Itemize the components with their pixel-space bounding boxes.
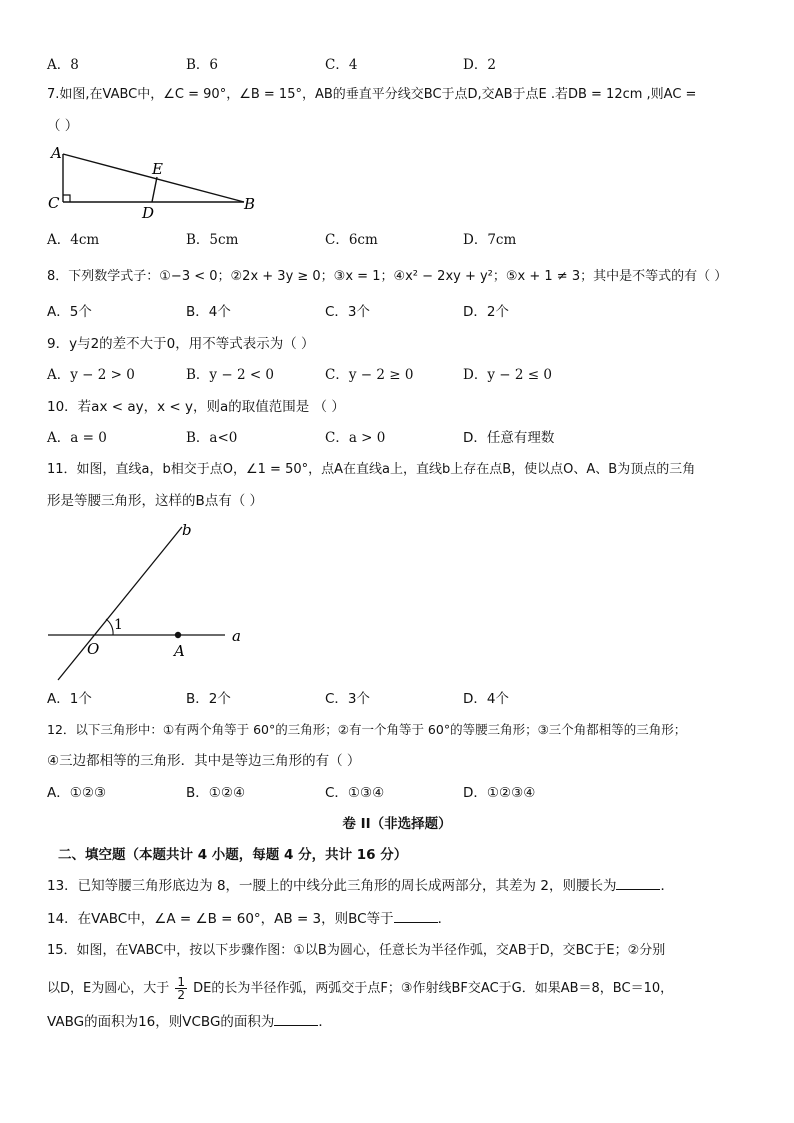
- q15-line2-pre: 以D，E为圆心，大于: [47, 981, 170, 996]
- q11-option-b[interactable]: B．2个: [186, 691, 231, 707]
- q15-question-line2: [47, 976, 673, 1001]
- q10-option-a[interactable]: A．a = 0: [47, 430, 107, 446]
- q13-period: ．: [660, 878, 674, 894]
- q6-option-c[interactable]: C．4: [325, 57, 358, 73]
- q7-label-a: A: [51, 144, 62, 162]
- q11-question-line2: 形是等腰三角形，这样的B点有（ ）: [47, 493, 264, 509]
- q11-option-d[interactable]: D．4个: [463, 691, 509, 707]
- q12-option-b[interactable]: B．①②④: [186, 785, 246, 801]
- q8-option-b[interactable]: B．4个: [186, 304, 231, 320]
- q9-option-d[interactable]: D．y − 2 ≤ 0: [463, 367, 552, 383]
- q12-question-line1: 12．以下三角形中：①有两个角等于 60°的三角形；②有一个角等于 60°的等腰三角形；③三个角都相等的三角形；: [47, 722, 687, 737]
- q15-line2-post: DE的长为半径作弧，两弧交于点F；③作射线BF交AC于G．如果AB＝8，BC＝10，: [193, 981, 674, 996]
- q8-option-d[interactable]: D．2个: [463, 304, 509, 320]
- q14-text: 14．在VABC中，∠A = ∠B = 60°，AB = 3，则BC等于: [47, 911, 394, 927]
- q11-lines-figure: [40, 515, 260, 685]
- q9-option-b[interactable]: B．y − 2 < 0: [186, 367, 275, 383]
- q11-question-line1: 11．如图，直线a，b相交于点O，∠1 = 50°，点A在直线a上，直线b上存在点B，使以点O、A、B为顶点的三角: [47, 462, 696, 477]
- q7-label-b: B: [244, 195, 256, 213]
- q11-option-a[interactable]: A．1个: [47, 691, 92, 707]
- q13-text: 13．已知等腰三角形底边为 8，一腰上的中线分此三角形的周长成两部分，其差为 2，则腰长为: [47, 878, 617, 894]
- q6-option-a[interactable]: A．8: [47, 57, 79, 73]
- q13-answer-blank[interactable]: [616, 877, 660, 890]
- q7-option-d[interactable]: D．7cm: [463, 232, 517, 248]
- q14-question: [47, 910, 451, 928]
- q12-option-d[interactable]: D．①②③④: [463, 785, 536, 801]
- q15-frac-num: 1: [177, 975, 186, 989]
- q15-period: ．: [318, 1014, 332, 1030]
- q7-triangle-figure: [40, 140, 270, 222]
- q15-question-line1: 15．如图，在VABC中，按以下步骤作图：①以B为圆心，任意长为半径作弧，交AB于D，交BC于E；②分别: [47, 943, 666, 958]
- q7-label-c: C: [48, 194, 60, 212]
- q11-label-b: b: [182, 521, 192, 539]
- q12-option-a[interactable]: A．①②③: [47, 785, 107, 801]
- q9-option-c[interactable]: C．y − 2 ≥ 0: [325, 367, 414, 383]
- q6-option-b[interactable]: B．6: [186, 57, 219, 73]
- q15-frac-den: 2: [177, 988, 186, 1002]
- q10-question: 10．若ax < ay，x < y，则a的取值范围是 （ ）: [47, 399, 345, 415]
- q14-period: ．: [437, 911, 452, 927]
- q11-option-c[interactable]: C．3个: [325, 691, 371, 707]
- q11-label-angle-1: 1: [114, 617, 123, 633]
- q8-question: 8．下列数学式子：①−3 < 0；②2x + 3y ≥ 0；③x = 1；④x² − 2xy + y²；⑤x + 1 ≠ 3；其中是不等式的有（ ）: [47, 269, 728, 284]
- q9-option-a[interactable]: A．y − 2 > 0: [47, 367, 135, 383]
- q7-label-e: E: [152, 160, 163, 178]
- q7-label-d: D: [142, 204, 155, 222]
- q7-option-b[interactable]: B．5cm: [186, 232, 239, 248]
- q10-option-d[interactable]: D．任意有理数: [463, 430, 555, 446]
- q11-label-a: a: [232, 627, 241, 645]
- q8-option-c[interactable]: C．3个: [325, 304, 371, 320]
- q8-option-a[interactable]: A．5个: [47, 304, 92, 320]
- q9-question: 9．y与2的差不大于0，用不等式表示为（ ）: [47, 336, 315, 352]
- part2-heading: 二、填空题（本题共计 4 小题，每题 4 分，共计 16 分）: [58, 847, 408, 863]
- q15-fraction: [175, 976, 187, 1001]
- q13-question: [47, 877, 674, 895]
- q14-answer-blank[interactable]: [394, 910, 438, 923]
- q7-option-a[interactable]: A．4cm: [47, 232, 100, 248]
- q12-option-c[interactable]: C．①③④: [325, 785, 385, 801]
- q15-question-line3: [47, 1013, 332, 1031]
- q7-question: 7.如图,在VABC中，∠C = 90°，∠B = 15°，AB的垂直平分线交BC于点D,交AB于点E .若DB = 12cm ,则AC =: [47, 87, 697, 102]
- q10-option-c[interactable]: C．a > 0: [325, 430, 386, 446]
- q7-answer-paren: （ ）: [47, 118, 79, 134]
- q6-option-d[interactable]: D．2: [463, 57, 496, 73]
- q7-option-c[interactable]: C．6cm: [325, 232, 378, 248]
- q10-option-b[interactable]: B．a<0: [186, 430, 238, 446]
- q11-label-o: O: [87, 640, 100, 658]
- q15-line3-text: VABG的面积为16，则VCBG的面积为: [47, 1014, 275, 1030]
- section-title: 卷 II（非选择题）: [342, 816, 452, 832]
- q15-answer-blank[interactable]: [274, 1013, 318, 1026]
- q12-question-line2: ④三边都相等的三角形．其中是等边三角形的有（ ）: [47, 753, 361, 769]
- q11-label-point-a: A: [174, 642, 185, 660]
